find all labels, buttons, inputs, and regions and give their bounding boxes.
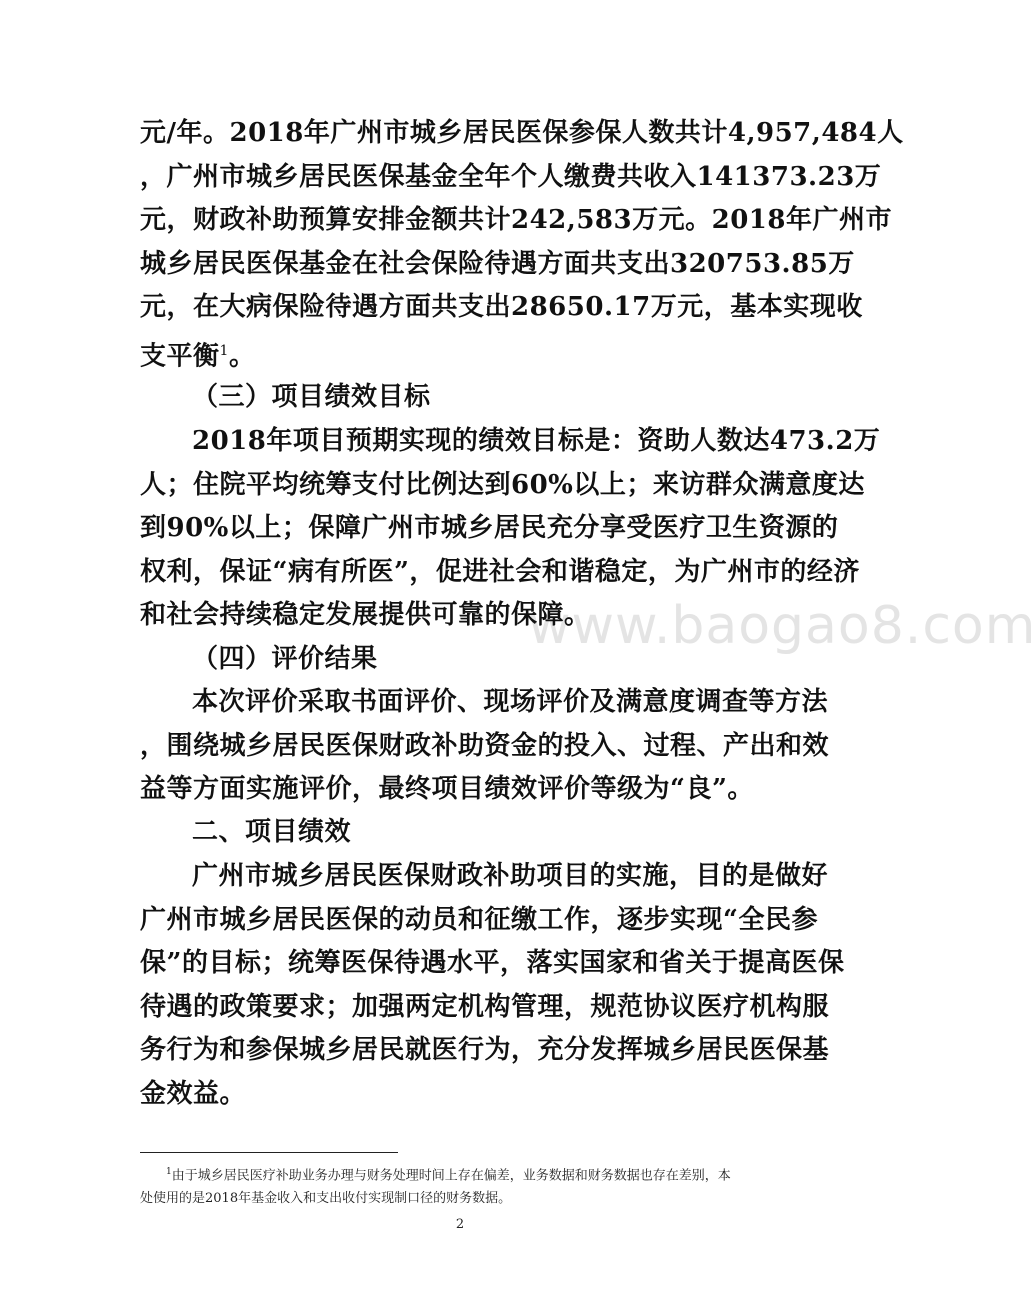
paragraph-line: 广州市城乡居民医保的动员和征缴工作，逐步实现“全民参 <box>140 904 818 935</box>
paragraph-line: 元/年。2018年广州市城乡居民医保参保人数共计4,957,484人 <box>140 118 904 148</box>
paragraph-text: 支平衡 <box>140 341 220 372</box>
footnote-divider <box>140 1152 398 1153</box>
paragraph-line: ，围绕城乡居民医保财政补助资金的投入、过程、产出和效 <box>140 730 830 761</box>
paragraph-line: 城乡居民医保基金在社会保险待遇方面共支出320753.85万 <box>140 248 855 279</box>
paragraph-line: 待遇的政策要求；加强两定机构管理，规范协议医疗机构服 <box>140 991 830 1022</box>
paragraph-goals <box>140 420 881 638</box>
page-number: 2 <box>455 1217 465 1232</box>
paragraph-line: 元，在大病保险待遇方面共支出28650.17万元，基本实现收 <box>140 292 863 322</box>
heading-text: 二、项目绩效 <box>192 817 352 847</box>
paragraph-funding <box>140 112 904 373</box>
paragraph-line: ，广州市城乡居民医保基金全年个人缴费共收入141373.23万 <box>140 161 882 192</box>
paragraph-line: 到90%以上；保障广州市城乡居民充分享受医疗卫生资源的 <box>140 513 839 543</box>
paragraph-text: 。 <box>228 341 256 372</box>
footnote-line <box>140 1161 780 1187</box>
paragraph-line: 本次评价采取书面评价、现场评价及满意度调查等方法 <box>192 687 829 717</box>
footnote <box>140 1161 780 1210</box>
footnote-reference: 1 <box>219 342 229 359</box>
paragraph-line: 2018年项目预期实现的绩效目标是：资助人数达473.2万 <box>192 426 881 456</box>
paragraph-line: 权利，保证“病有所医”，促进社会和谐稳定，为广州市的经济 <box>140 556 860 587</box>
paragraph-results <box>140 681 830 812</box>
section-title-performance <box>140 811 800 855</box>
section-heading-results <box>140 638 800 682</box>
paragraph-line: 人；住院平均统筹支付比例达到60%以上；来访群众满意度达 <box>140 469 865 500</box>
paragraph-line: 保”的目标；统筹医保待遇水平，落实国家和省关于提高医保 <box>140 948 845 978</box>
paragraph-line: 益等方面实施评价，最终项目绩效评价等级为“良”。 <box>140 774 754 804</box>
section-heading-goals <box>140 376 800 420</box>
paragraph-performance <box>140 855 845 1116</box>
watermark: www.baogao8.com <box>528 596 1036 656</box>
paragraph-line: 广州市城乡居民医保财政补助项目的实施，目的是做好 <box>192 861 829 891</box>
heading-text: （三）项目绩效目标 <box>192 382 431 412</box>
paragraph-line: 金效益。 <box>140 1078 247 1109</box>
paragraph-line: 元，财政补助预算安排金额共计242,583万元。2018年广州市 <box>140 205 892 235</box>
paragraph-line: 和社会持续稳定发展提供可靠的保障。 <box>140 600 591 630</box>
heading-text: （四）评价结果 <box>192 644 378 674</box>
paragraph-line: 务行为和参保城乡居民就医行为，充分发挥城乡居民医保基 <box>140 1035 830 1065</box>
paragraph-line-last <box>140 330 800 374</box>
footnote-text: 由于城乡居民医疗补助业务办理与财务处理时间上存在偏差，业务数据和财务数据也存在差别，本 <box>171 1168 731 1184</box>
footnote-line: 处使用的是2018年基金收入和支出收付实现制口径的财务数据。 <box>140 1191 512 1207</box>
footnote-mark: 1 <box>166 1167 172 1177</box>
